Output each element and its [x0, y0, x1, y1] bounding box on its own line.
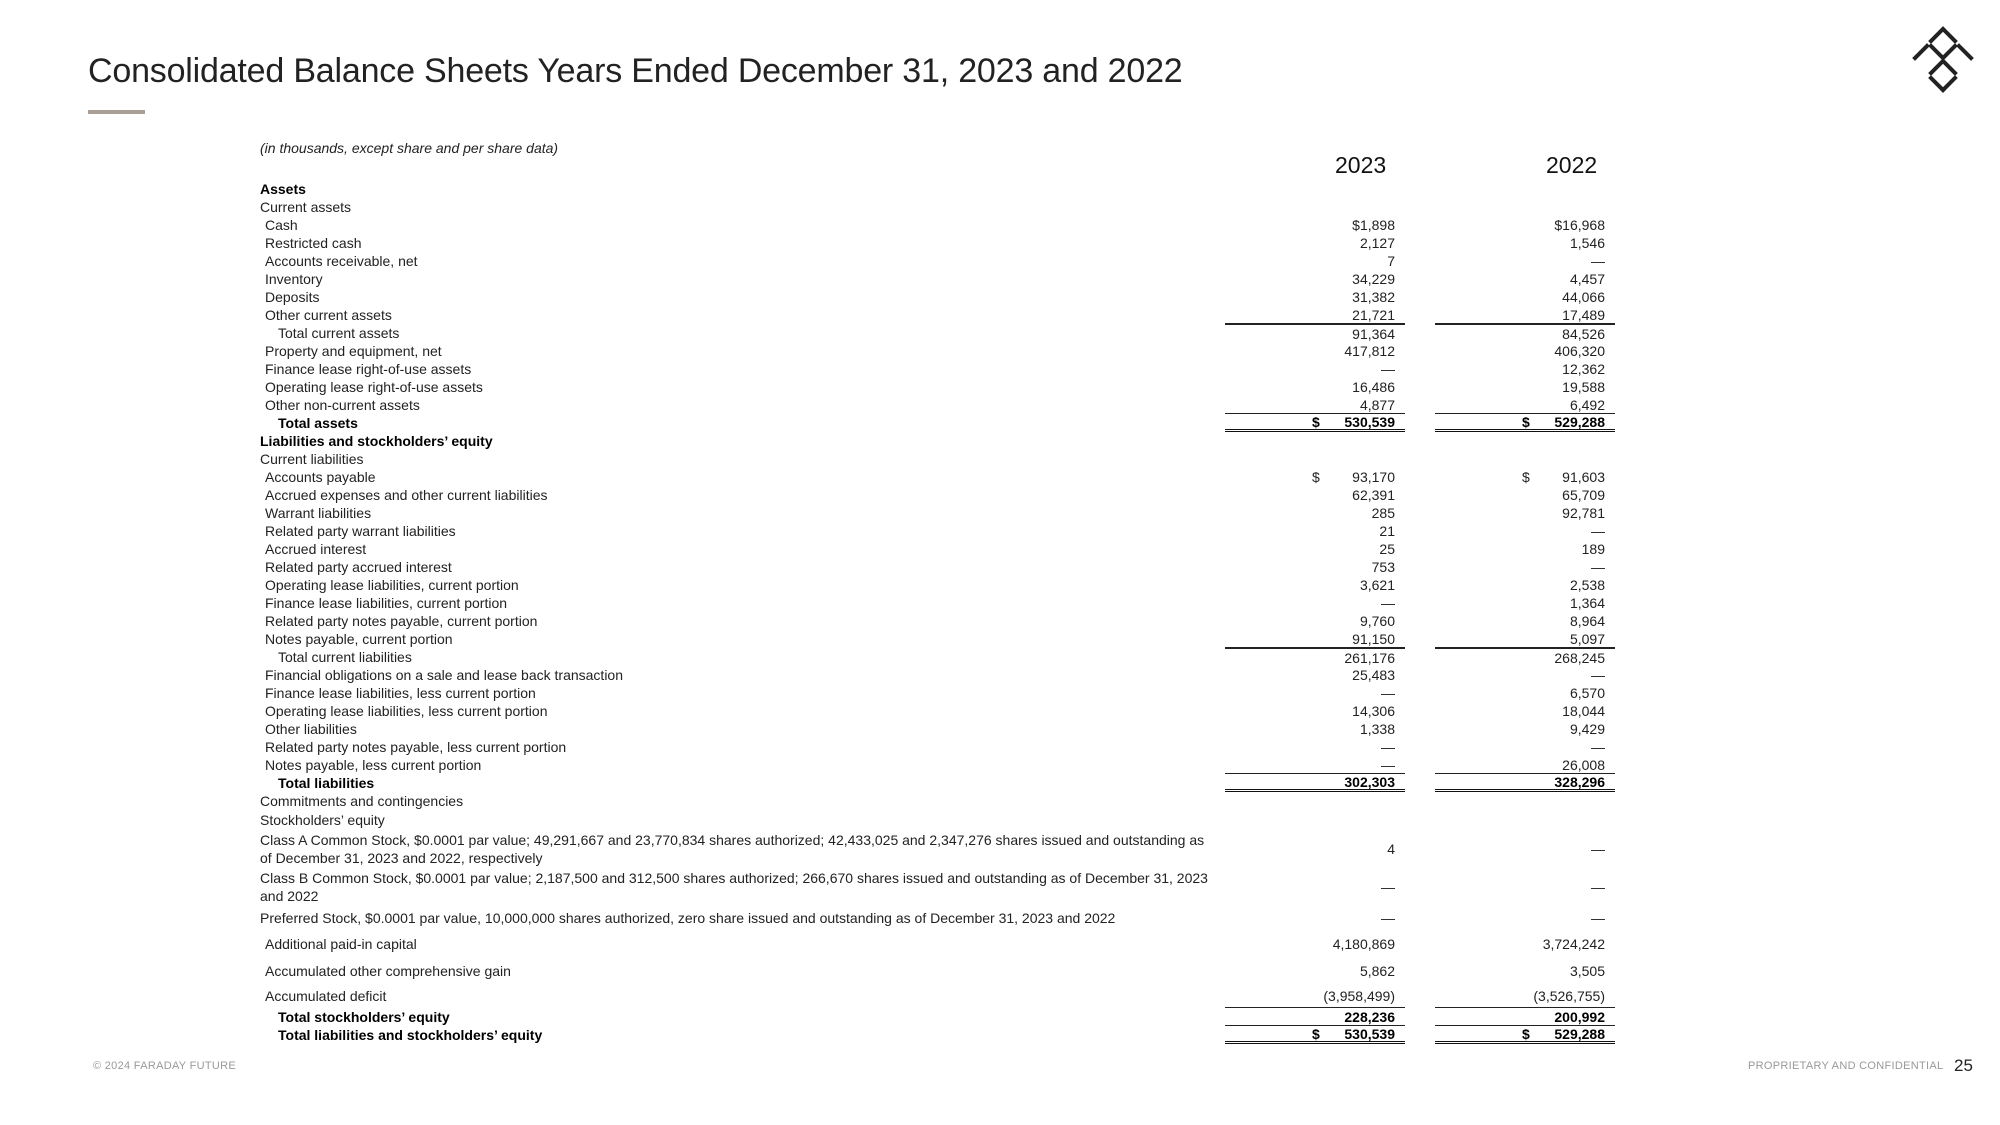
cell-value: 7	[1387, 253, 1395, 269]
cell-value: 21	[1379, 523, 1395, 539]
cell-value: 93,170	[1352, 469, 1395, 485]
value-cell-2022	[1435, 906, 1615, 930]
copyright-footer: © 2024 FARADAY FUTURE	[93, 1060, 236, 1072]
cell-value: 14,306	[1352, 703, 1395, 719]
row-label-other-current-assets: Other current assets	[265, 307, 392, 323]
cell-value: 9,760	[1359, 613, 1395, 629]
cell-value: 25	[1379, 541, 1395, 557]
row-label-total-current-assets: Total current assets	[278, 325, 400, 341]
cell-value: 12,362	[1562, 361, 1605, 377]
column-header-2022: 2022	[1546, 152, 1598, 178]
cell-value: 21,721	[1352, 306, 1395, 323]
value-cell-2022	[1435, 414, 1615, 432]
row-label-notes-payable-less-current-portion: Notes payable, less current portion	[265, 757, 482, 773]
cell-value: 1,338	[1359, 721, 1395, 737]
row-label-operating-lease-liabilities-current-portion: Operating lease liabilities, current portion	[265, 577, 519, 593]
cell-value: —	[1591, 879, 1605, 895]
row-label-finance-lease-right-of-use-assets: Finance lease right-of-use assets	[265, 361, 472, 377]
table-row	[260, 486, 1640, 504]
row-label-total-stockholders-equity: Total stockholders’ equity	[278, 1009, 450, 1025]
table-row	[260, 958, 1640, 984]
page-number: 25	[1954, 1056, 1973, 1075]
value-cell-2023	[1225, 648, 1405, 666]
value-cell-2022	[1435, 756, 1615, 774]
cell-value: $1,898	[1352, 217, 1395, 233]
confidential-footer: PROPRIETARY AND CONFIDENTIAL	[1748, 1060, 1944, 1072]
cell-value: 91,603	[1562, 469, 1605, 485]
cell-value: 268,245	[1554, 649, 1605, 666]
value-cell-2023	[1225, 1026, 1405, 1044]
value-cell-2022	[1435, 684, 1615, 702]
row-label-current-assets: Current assets	[260, 199, 352, 215]
row-label-preferred-stock-0-0001-par-value-10-000-000-shar: Preferred Stock, $0.0001 par value, 10,000,000 shares authorized, zero share issued and outstanding as of December 31, 2023 and 2022	[260, 910, 1116, 926]
cell-value: 2,538	[1569, 577, 1605, 593]
table-row	[260, 180, 1640, 198]
cell-value: —	[1381, 756, 1395, 773]
table-row	[260, 414, 1640, 432]
table-row	[260, 756, 1640, 774]
cell-value: 406,320	[1554, 343, 1605, 359]
table-row	[260, 630, 1640, 648]
row-label-accrued-interest: Accrued interest	[265, 541, 367, 557]
value-cell-2022	[1435, 450, 1615, 468]
table-row	[260, 540, 1640, 558]
value-cell-2023	[1225, 720, 1405, 738]
value-cell-2022	[1435, 594, 1615, 612]
row-label-related-party-notes-payable-current-portion: Related party notes payable, current portion	[265, 613, 538, 629]
value-cell-2023	[1225, 594, 1405, 612]
cell-value: —	[1591, 910, 1605, 926]
row-label-finance-lease-liabilities-less-current-portion: Finance lease liabilities, less current portion	[265, 685, 536, 701]
cell-value: 328,296	[1554, 773, 1605, 790]
row-label-financial-obligations-on-a-sale-and-lease-back-t: Financial obligations on a sale and lease back transaction	[265, 667, 624, 683]
value-cell-2022	[1435, 612, 1615, 630]
units-note: (in thousands, except share and per share data)	[260, 140, 559, 156]
table-row	[260, 270, 1640, 288]
cell-value: 44,066	[1562, 289, 1605, 305]
row-label-total-liabilities-and-stockholders-equity: Total liabilities and stockholders’ equity	[278, 1027, 543, 1043]
value-cell-2023	[1225, 396, 1405, 414]
cell-value: 285	[1371, 505, 1395, 521]
cell-value: 5,097	[1569, 630, 1605, 647]
value-cell-2022	[1435, 774, 1615, 792]
cell-value: 529,288	[1554, 1025, 1605, 1042]
dollar-sign: $	[1312, 1025, 1320, 1042]
value-cell-2022	[1435, 396, 1615, 414]
value-cell-2023	[1225, 468, 1405, 486]
table-row	[260, 360, 1640, 378]
table-row	[260, 252, 1640, 270]
cell-value: (3,958,499)	[1323, 987, 1395, 1004]
cell-value: 25,483	[1352, 667, 1395, 683]
cell-value: 5,862	[1359, 963, 1395, 979]
cell-value: 1,364	[1569, 595, 1605, 611]
value-cell-2022	[1435, 216, 1615, 234]
row-label-accounts-receivable-net: Accounts receivable, net	[265, 253, 418, 269]
cell-value: 189	[1581, 541, 1605, 557]
cell-value: 8,964	[1569, 613, 1605, 629]
table-row	[260, 774, 1640, 792]
cell-value: 18,044	[1562, 703, 1605, 719]
cell-value: (3,526,755)	[1533, 987, 1605, 1004]
cell-value: —	[1381, 685, 1395, 701]
value-cell-2022	[1435, 958, 1615, 984]
value-cell-2023	[1225, 180, 1405, 198]
cell-value: 753	[1371, 559, 1395, 575]
value-cell-2023	[1225, 504, 1405, 522]
cell-value: 3,505	[1569, 963, 1605, 979]
row-label-notes-payable-current-portion: Notes payable, current portion	[265, 631, 453, 647]
value-cell-2022	[1435, 540, 1615, 558]
table-row	[260, 396, 1640, 414]
value-cell-2022	[1435, 486, 1615, 504]
cell-value: 228,236	[1344, 1008, 1395, 1025]
table-row	[260, 324, 1640, 342]
value-cell-2022	[1435, 648, 1615, 666]
cell-value: 3,724,242	[1542, 936, 1605, 952]
row-label-commitments-and-contingencies: Commitments and contingencies	[260, 793, 464, 809]
value-cell-2022	[1435, 868, 1615, 906]
row-label-restricted-cash: Restricted cash	[265, 235, 362, 251]
value-cell-2022	[1435, 234, 1615, 252]
row-label-accrued-expenses-and-other-current-liabilities: Accrued expenses and other current liabilities	[265, 487, 548, 503]
cell-value: 261,176	[1344, 649, 1395, 666]
value-cell-2022	[1435, 1008, 1615, 1026]
cell-value: 26,008	[1562, 756, 1605, 773]
row-label-other-non-current-assets: Other non-current assets	[265, 397, 420, 413]
value-cell-2022	[1435, 360, 1615, 378]
table-row	[260, 830, 1640, 868]
row-label-accumulated-deficit: Accumulated deficit	[265, 988, 387, 1004]
cell-value: —	[1381, 879, 1395, 895]
balance-sheet-table	[260, 180, 1640, 1044]
cell-value: 62,391	[1352, 487, 1395, 503]
value-cell-2023	[1225, 984, 1405, 1008]
value-cell-2023	[1225, 432, 1405, 450]
table-row	[260, 468, 1640, 486]
row-label-class-b-common-stock-0-0001-par-value-2-187-500-: Class B Common Stock, $0.0001 par value; 2,187,500 and 312,500 shares authorized; 266,670 shares issued and outstanding as of December 31, 2023 and 2022	[260, 870, 1208, 904]
value-cell-2023	[1225, 252, 1405, 270]
cell-value: 19,588	[1562, 379, 1605, 395]
cell-value: 17,489	[1562, 306, 1605, 323]
value-cell-2022	[1435, 198, 1615, 216]
cell-value: 529,288	[1554, 413, 1605, 430]
value-cell-2023	[1225, 868, 1405, 906]
table-row	[260, 720, 1640, 738]
table-row	[260, 792, 1640, 810]
value-cell-2023	[1225, 216, 1405, 234]
cell-value: 4	[1387, 841, 1395, 857]
value-cell-2023	[1225, 540, 1405, 558]
value-cell-2023	[1225, 234, 1405, 252]
faraday-future-logo-icon	[1895, 25, 1995, 95]
value-cell-2022	[1435, 342, 1615, 360]
cell-value: —	[1381, 910, 1395, 926]
table-row	[260, 432, 1640, 450]
table-row	[260, 558, 1640, 576]
value-cell-2022	[1435, 792, 1615, 810]
value-cell-2022	[1435, 702, 1615, 720]
value-cell-2023	[1225, 684, 1405, 702]
table-row	[260, 738, 1640, 756]
value-cell-2022	[1435, 984, 1615, 1008]
cell-value: 9,429	[1569, 721, 1605, 737]
table-row	[260, 198, 1640, 216]
table-row	[260, 342, 1640, 360]
table-row	[260, 1026, 1640, 1044]
cell-value: 2,127	[1359, 235, 1395, 251]
cell-value: 91,150	[1352, 630, 1395, 647]
column-header-2023: 2023	[1335, 152, 1387, 178]
cell-value: —	[1381, 595, 1395, 611]
value-cell-2023	[1225, 666, 1405, 684]
cell-value: —	[1591, 841, 1605, 857]
value-cell-2023	[1225, 830, 1405, 868]
row-label-deposits: Deposits	[265, 289, 320, 305]
table-row	[260, 306, 1640, 324]
value-cell-2023	[1225, 378, 1405, 396]
cell-value: 530,539	[1344, 413, 1395, 430]
table-row	[260, 648, 1640, 666]
value-cell-2023	[1225, 774, 1405, 792]
value-cell-2023	[1225, 702, 1405, 720]
row-label-additional-paid-in-capital: Additional paid-in capital	[265, 936, 417, 952]
table-row	[260, 930, 1640, 958]
dollar-sign: $	[1522, 469, 1530, 485]
row-label-related-party-warrant-liabilities: Related party warrant liabilities	[265, 523, 456, 539]
cell-value: 417,812	[1344, 343, 1395, 359]
value-cell-2022	[1435, 830, 1615, 868]
table-row	[260, 612, 1640, 630]
table-row	[260, 702, 1640, 720]
value-cell-2023	[1225, 738, 1405, 756]
table-row	[260, 984, 1640, 1008]
table-row	[260, 504, 1640, 522]
dollar-sign: $	[1522, 413, 1530, 430]
cell-value: 4,457	[1569, 271, 1605, 287]
cell-value: 4,180,869	[1332, 936, 1395, 952]
row-label-stockholders-equity: Stockholders’ equity	[260, 812, 385, 828]
value-cell-2023	[1225, 450, 1405, 468]
value-cell-2023	[1225, 958, 1405, 984]
value-cell-2022	[1435, 666, 1615, 684]
value-cell-2023	[1225, 612, 1405, 630]
row-label-other-liabilities: Other liabilities	[265, 721, 357, 737]
row-label-total-current-liabilities: Total current liabilities	[278, 649, 412, 665]
row-label-assets: Assets	[260, 181, 306, 197]
row-label-property-and-equipment-net: Property and equipment, net	[265, 343, 442, 359]
table-row	[260, 810, 1640, 830]
row-label-inventory: Inventory	[265, 271, 323, 287]
table-row	[260, 594, 1640, 612]
value-cell-2022	[1435, 522, 1615, 540]
row-label-cash: Cash	[265, 217, 298, 233]
value-cell-2022	[1435, 720, 1615, 738]
cell-value: 34,229	[1352, 271, 1395, 287]
value-cell-2023	[1225, 522, 1405, 540]
row-label-related-party-notes-payable-less-current-portion: Related party notes payable, less current portion	[265, 739, 567, 755]
cell-value: 6,570	[1569, 685, 1605, 701]
cell-value: 3,621	[1359, 577, 1395, 593]
dollar-sign: $	[1522, 1025, 1530, 1042]
value-cell-2022	[1435, 270, 1615, 288]
cell-value: 16,486	[1352, 379, 1395, 395]
table-row	[260, 216, 1640, 234]
value-cell-2023	[1225, 342, 1405, 360]
table-row	[260, 906, 1640, 930]
value-cell-2023	[1225, 756, 1405, 774]
value-cell-2022	[1435, 252, 1615, 270]
cell-value: 31,382	[1352, 289, 1395, 305]
cell-value: 92,781	[1562, 505, 1605, 521]
value-cell-2023	[1225, 1008, 1405, 1026]
cell-value: 200,992	[1554, 1008, 1605, 1025]
cell-value: —	[1381, 361, 1395, 377]
row-label-liabilities-and-stockholders-equity: Liabilities and stockholders’ equity	[260, 433, 493, 449]
table-row	[260, 234, 1640, 252]
cell-value: —	[1591, 739, 1605, 755]
value-cell-2022	[1435, 558, 1615, 576]
cell-value: 1,546	[1569, 235, 1605, 251]
value-cell-2022	[1435, 930, 1615, 958]
table-row	[260, 684, 1640, 702]
cell-value: 4,877	[1359, 396, 1395, 413]
cell-value: $16,968	[1554, 217, 1605, 233]
row-label-accumulated-other-comprehensive-gain: Accumulated other comprehensive gain	[265, 963, 511, 979]
row-label-operating-lease-right-of-use-assets: Operating lease right-of-use assets	[265, 379, 483, 395]
value-cell-2023	[1225, 906, 1405, 930]
value-cell-2023	[1225, 792, 1405, 810]
row-label-operating-lease-liabilities-less-current-portion: Operating lease liabilities, less current portion	[265, 703, 548, 719]
row-label-related-party-accrued-interest: Related party accrued interest	[265, 559, 452, 575]
row-label-accounts-payable: Accounts payable	[265, 469, 376, 485]
value-cell-2023	[1225, 198, 1405, 216]
table-row	[260, 522, 1640, 540]
cell-value: 6,492	[1569, 396, 1605, 413]
table-row	[260, 666, 1640, 684]
value-cell-2023	[1225, 630, 1405, 648]
value-cell-2023	[1225, 306, 1405, 324]
value-cell-2022	[1435, 468, 1615, 486]
value-cell-2022	[1435, 810, 1615, 830]
table-row	[260, 450, 1640, 468]
table-row	[260, 868, 1640, 906]
dollar-sign: $	[1312, 469, 1320, 485]
table-row	[260, 576, 1640, 594]
row-label-current-liabilities: Current liabilities	[260, 451, 364, 467]
value-cell-2023	[1225, 288, 1405, 306]
value-cell-2022	[1435, 630, 1615, 648]
value-cell-2023	[1225, 360, 1405, 378]
page-title: Consolidated Balance Sheets Years Ended December 31, 2023 and 2022	[88, 52, 1183, 90]
row-label-warrant-liabilities: Warrant liabilities	[265, 505, 372, 521]
table-row	[260, 378, 1640, 396]
value-cell-2023	[1225, 270, 1405, 288]
cell-value: 91,364	[1352, 325, 1395, 342]
value-cell-2023	[1225, 576, 1405, 594]
value-cell-2023	[1225, 930, 1405, 958]
cell-value: —	[1591, 667, 1605, 683]
cell-value: —	[1591, 523, 1605, 539]
row-label-finance-lease-liabilities-current-portion: Finance lease liabilities, current portion	[265, 595, 508, 611]
value-cell-2023	[1225, 810, 1405, 830]
value-cell-2023	[1225, 324, 1405, 342]
value-cell-2022	[1435, 288, 1615, 306]
cell-value: 84,526	[1562, 325, 1605, 342]
value-cell-2022	[1435, 432, 1615, 450]
value-cell-2022	[1435, 306, 1615, 324]
cell-value: —	[1591, 253, 1605, 269]
row-label-total-liabilities: Total liabilities	[278, 775, 375, 791]
value-cell-2022	[1435, 738, 1615, 756]
dollar-sign: $	[1312, 413, 1320, 430]
cell-value: 65,709	[1562, 487, 1605, 503]
cell-value: —	[1381, 739, 1395, 755]
value-cell-2022	[1435, 180, 1615, 198]
value-cell-2023	[1225, 414, 1405, 432]
value-cell-2023	[1225, 558, 1405, 576]
value-cell-2022	[1435, 324, 1615, 342]
cell-value: —	[1591, 559, 1605, 575]
value-cell-2022	[1435, 378, 1615, 396]
cell-value: 302,303	[1344, 773, 1395, 790]
row-label-class-a-common-stock-0-0001-par-value-49-291-667: Class A Common Stock, $0.0001 par value; 49,291,667 and 23,770,834 shares authorized; 42,433,025 and 2,347,276 shares issued and outstanding as of December 31, 2023 and 2022, respectively	[260, 832, 1205, 866]
title-accent-rule	[88, 110, 145, 114]
table-row	[260, 288, 1640, 306]
value-cell-2022	[1435, 576, 1615, 594]
value-cell-2022	[1435, 504, 1615, 522]
value-cell-2023	[1225, 486, 1405, 504]
row-label-total-assets: Total assets	[278, 415, 358, 431]
value-cell-2022	[1435, 1026, 1615, 1044]
cell-value: 530,539	[1344, 1025, 1395, 1042]
table-row	[260, 1008, 1640, 1026]
